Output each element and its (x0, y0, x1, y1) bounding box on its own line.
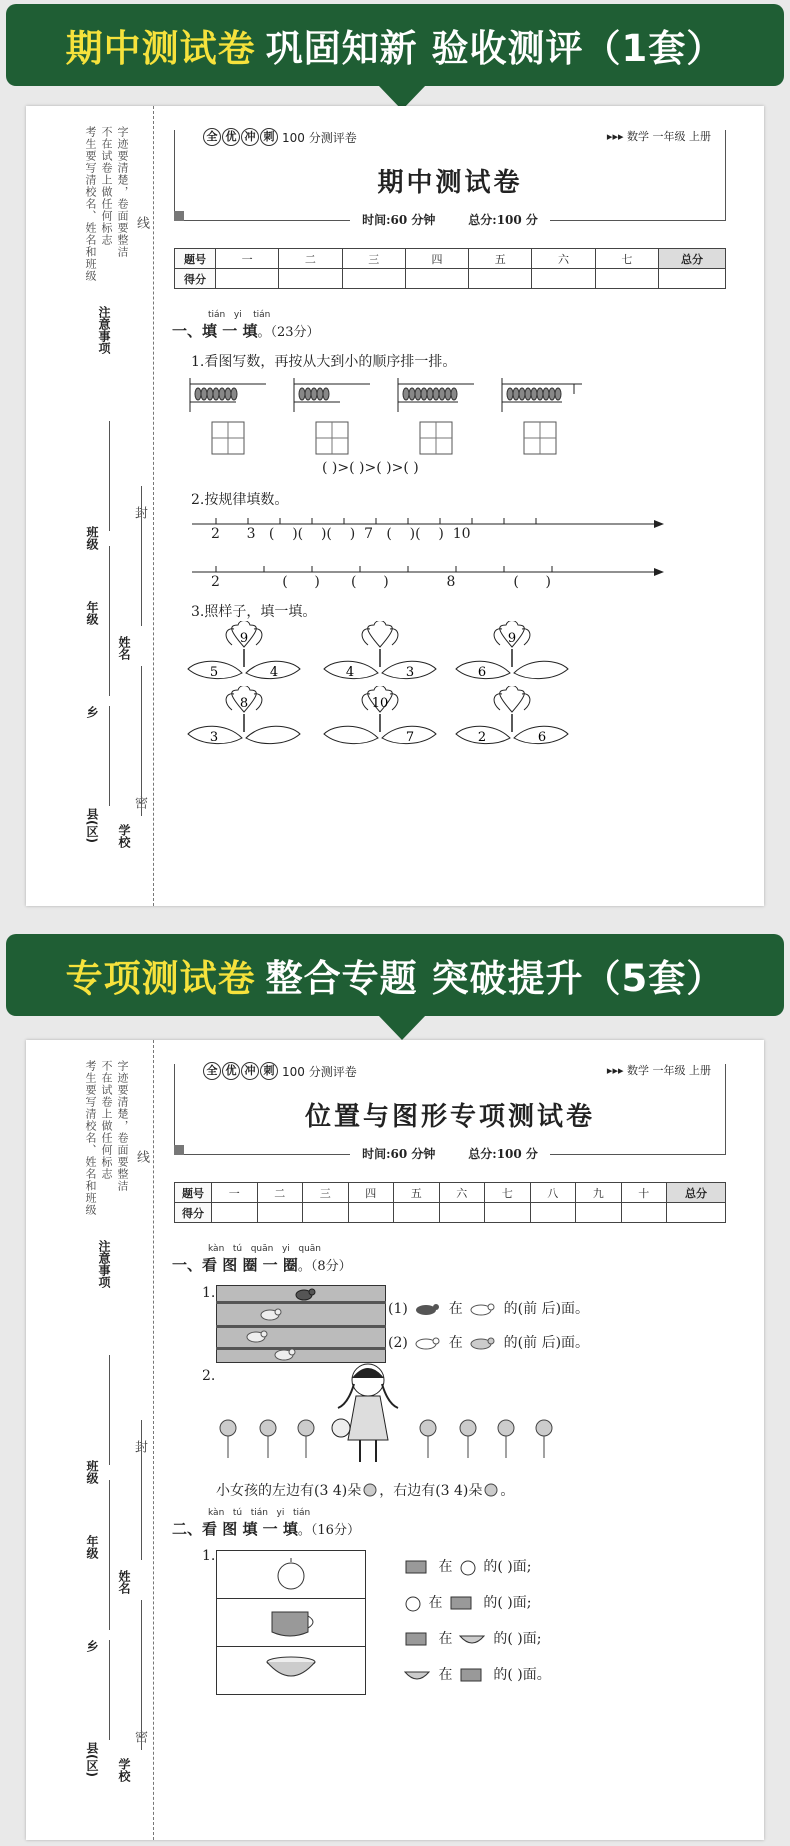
apple-icon (457, 1558, 479, 1576)
question-3: 3.照样子，填一填。 (191, 604, 317, 620)
flower-icon (482, 1483, 500, 1499)
school-field-label: 学校 (117, 1758, 131, 1782)
paper-header (174, 130, 726, 227)
binding-gutter (26, 1040, 154, 1840)
brand-logo: 全 优 冲 刺 100 分测评卷 (199, 128, 361, 146)
animal-icon (412, 1301, 444, 1317)
special-paper (26, 1040, 764, 1840)
number-line-2: 2 ( ) ( ) 8 ( ) (211, 574, 551, 590)
section-1-heading: 一、填 一 填。（23分） (172, 322, 320, 340)
number-flower (454, 621, 570, 683)
banner-midterm (6, 4, 784, 86)
object-stack-picture (216, 1550, 366, 1696)
class-field-label: 班级 (85, 1460, 99, 1484)
question-1-label: 1. (202, 1285, 216, 1301)
race-picture (216, 1285, 386, 1363)
township-field-label: 乡 (85, 706, 99, 718)
paper-title: 期中测试卷 (377, 168, 523, 198)
number-flower (186, 621, 302, 683)
notice-line: 字迹要清楚，卷面要整洁 (116, 1060, 129, 1192)
class-field-label: 班级 (85, 526, 99, 550)
name-field-label: 姓名 (117, 1570, 131, 1594)
bowl-icon (402, 1666, 434, 1684)
paper-title: 位置与图形专项测试卷 (304, 1102, 595, 1132)
number-flower (186, 686, 302, 748)
flower-top-number: 8 (239, 696, 249, 711)
number-flower (322, 621, 438, 683)
section-2-question-label: 1. (202, 1548, 216, 1564)
animal-icon (412, 1335, 444, 1351)
question-2-sentence: 小女孩的左边有(3 4)朵 ，右边有(3 4)朵 。 (216, 1483, 515, 1499)
paper-header (174, 1064, 726, 1161)
abacus-diagrams (186, 374, 586, 458)
notice-line: 字迹要清楚，卷面要整洁 (116, 126, 129, 258)
animal-icon (467, 1335, 499, 1351)
section-1-heading: 一、看 图 圈 一 圈。（8分） (172, 1256, 352, 1274)
pinyin: tián yi tián (208, 310, 271, 320)
brand-logo: 全 优 冲 刺 100 分测评卷 (199, 1062, 361, 1080)
seal-mark: 封 (132, 506, 147, 520)
flower-icon (361, 1483, 379, 1499)
animal-icon (467, 1301, 499, 1317)
banner-arrow (378, 1015, 426, 1040)
score-table: 题号 一 二 三 四 五 六 七 八 九 十 总分 得分 (174, 1182, 726, 1223)
time-and-total: 时间:60 分钟 总分:100 分 (175, 1145, 725, 1162)
notice-line: 考生要写清校名、姓名和班级 (84, 1060, 97, 1216)
section-2-line-3: 在 的( )面; (402, 1628, 541, 1648)
cup-icon (457, 1666, 489, 1684)
binding-gutter (26, 106, 154, 906)
line-mark: 线 (134, 1150, 149, 1164)
question-1-part-2: (2) 在 的(前 后)面。 (388, 1335, 590, 1351)
secret-mark: 密 (132, 796, 147, 810)
banner-highlight: 期中测试卷 (65, 27, 256, 70)
flower-top-number: 9 (507, 631, 517, 646)
notice-line: 考生要写清校名、姓名和班级 (84, 126, 97, 282)
question-1: 1.看图写数，再按从大到小的顺序排一排。 (191, 354, 457, 370)
number-line-1: 2 3 ( )( )( ) 7 ( )( ) 10 (211, 526, 471, 542)
flower-left-number: 4 (345, 665, 355, 680)
notice-line: 不在试卷上做任何标志 (100, 126, 113, 246)
flower-left-number: 5 (209, 665, 219, 680)
line-mark: 线 (134, 216, 149, 230)
question-2-label: 2. (202, 1368, 216, 1384)
cup-icon (402, 1630, 434, 1648)
notice-line: 不在试卷上做任何标志 (100, 1060, 113, 1180)
grade-field-label: 年级 (85, 601, 99, 625)
secret-mark: 密 (132, 1730, 147, 1744)
section-2-line-4: 在 的( )面。 (402, 1664, 551, 1684)
flower-top-number: 9 (239, 631, 249, 646)
number-flower (454, 686, 570, 748)
section-2-line-1: 在 的( )面; (402, 1556, 531, 1576)
flower-right-number: 3 (405, 665, 415, 680)
banner-highlight: 专项测试卷 (65, 957, 256, 1000)
bowl-icon (457, 1630, 489, 1648)
time-and-total: 时间:60 分钟 总分:100 分 (175, 211, 725, 228)
township-field-label: 乡 (85, 1640, 99, 1652)
banner-text: 巩固知新 验收测评（1套） (265, 27, 725, 70)
name-field-label: 姓名 (117, 636, 131, 660)
grade-label: ▸▸▸ 数学 一年级 上册 (603, 1062, 715, 1078)
midterm-paper (26, 106, 764, 906)
section-2-heading: 二、看 图 填 一 填。（16分） (172, 1520, 360, 1538)
banner-special (6, 934, 784, 1016)
flower-right-number: 7 (405, 730, 415, 745)
order-answer: ( )>( )>( )>( ) (322, 460, 419, 476)
notice-label: 注意事项 (97, 1240, 111, 1288)
cup-icon (447, 1594, 479, 1612)
apple-icon (402, 1594, 424, 1612)
girl-and-flowers-picture (188, 1358, 588, 1474)
flower-top-number: 10 (371, 696, 389, 711)
question-1-part-1: (1) 在 的(前 后)面。 (388, 1301, 590, 1317)
county-field-label: 县(区) (85, 1742, 99, 1777)
number-flower (322, 686, 438, 748)
banner-text: 整合专题 突破提升（5套） (265, 957, 725, 1000)
cup-icon (402, 1558, 434, 1576)
section-2-line-2: 在 的( )面; (402, 1592, 531, 1612)
flower-left-number: 3 (209, 730, 219, 745)
pinyin: kàn tú quān yi quān (208, 1244, 321, 1254)
binding-line (153, 106, 154, 906)
girl-figure (332, 1364, 398, 1462)
school-field-label: 学校 (117, 824, 131, 848)
pinyin: kàn tú tián yi tián (208, 1508, 311, 1518)
seal-mark: 封 (132, 1440, 147, 1454)
flower-left-number: 6 (477, 665, 487, 680)
flower-right-number: 6 (537, 730, 547, 745)
flower-left-number: 2 (477, 730, 487, 745)
county-field-label: 县(区) (85, 808, 99, 843)
grade-field-label: 年级 (85, 1535, 99, 1559)
question-2: 2.按规律填数。 (191, 492, 289, 508)
flower-right-number: 4 (269, 665, 279, 680)
score-table: 题号 一 二 三 四 五 六 七 总分 得分 (174, 248, 726, 289)
grade-label: ▸▸▸ 数学 一年级 上册 (603, 128, 715, 144)
binding-line (153, 1040, 154, 1840)
notice-label: 注意事项 (97, 306, 111, 354)
